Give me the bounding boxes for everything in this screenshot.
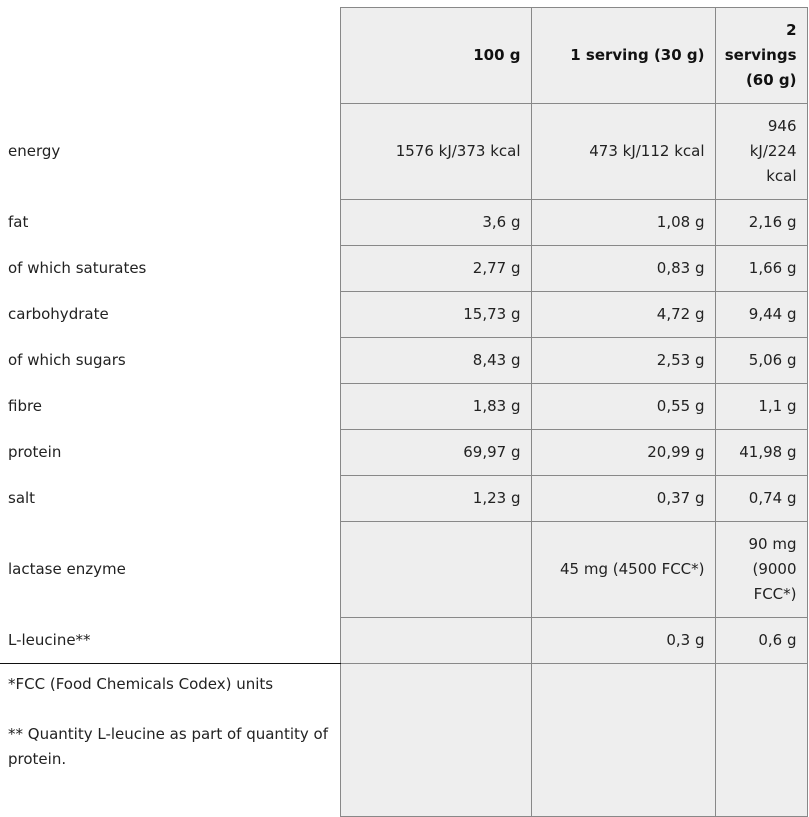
value-2-servings: 9,44 g <box>715 292 807 338</box>
row-label: energy <box>8 142 61 160</box>
value-1-serving: 0,83 g <box>531 246 715 292</box>
value-1-serving: 473 kJ/112 kcal <box>531 104 715 200</box>
row-label: of which sugars <box>8 351 126 369</box>
row-label: carbohydrate <box>8 305 109 323</box>
nutrition-table <box>0 7 808 817</box>
value-100g: 15,73 g <box>340 292 531 338</box>
empty-cell <box>531 664 715 817</box>
value-100g <box>340 618 531 664</box>
value-100g: 3,6 g <box>340 200 531 246</box>
row-label: fat <box>8 213 29 231</box>
table-row <box>0 246 807 292</box>
value-1-serving: 2,53 g <box>531 338 715 384</box>
value-2-servings: 41,98 g <box>715 430 807 476</box>
header-row <box>0 8 807 104</box>
footnotes <box>0 664 340 817</box>
value-1-serving: 4,72 g <box>531 292 715 338</box>
row-label: lactase enzyme <box>8 560 126 578</box>
value-2-servings: 90 mg (9000 FCC*) <box>715 522 807 618</box>
row-label: L-leucine** <box>0 618 340 664</box>
footnote-row <box>0 664 807 817</box>
value-100g: 1,23 g <box>340 476 531 522</box>
footnote-fcc: *FCC (Food Chemicals Codex) units <box>8 675 274 693</box>
footnote-leucine: ** Quantity L-leucine as part of quantity of protein. <box>8 725 328 768</box>
table-row <box>0 430 807 476</box>
value-2-servings: 0,74 g <box>715 476 807 522</box>
value-100g <box>340 522 531 618</box>
value-2-servings: 1,1 g <box>715 384 807 430</box>
table-row <box>0 292 807 338</box>
value-1-serving: 45 mg (4500 FCC*) <box>531 522 715 618</box>
table-row <box>0 618 807 664</box>
value-1-serving: 20,99 g <box>531 430 715 476</box>
value-100g: 8,43 g <box>340 338 531 384</box>
value-1-serving: 0,3 g <box>531 618 715 664</box>
value-100g: 1,83 g <box>340 384 531 430</box>
row-label: protein <box>8 443 62 461</box>
table-row <box>0 522 807 618</box>
table-row <box>0 338 807 384</box>
header-2-servings: 2 servings (60 g) <box>715 8 807 104</box>
value-1-serving: 0,37 g <box>531 476 715 522</box>
value-2-servings: 5,06 g <box>715 338 807 384</box>
table-row <box>0 200 807 246</box>
value-1-serving: 1,08 g <box>531 200 715 246</box>
value-100g: 2,77 g <box>340 246 531 292</box>
value-100g: 1576 kJ/373 kcal <box>340 104 531 200</box>
header-100g: 100 g <box>340 8 531 104</box>
row-label: of which saturates <box>8 259 147 277</box>
empty-cell <box>715 664 807 817</box>
header-1-serving: 1 serving (30 g) <box>531 8 715 104</box>
table-row <box>0 104 807 200</box>
value-100g: 69,97 g <box>340 430 531 476</box>
header-empty <box>0 8 340 104</box>
empty-cell <box>340 664 531 817</box>
row-label: fibre <box>8 397 43 415</box>
value-1-serving: 0,55 g <box>531 384 715 430</box>
table-row <box>0 476 807 522</box>
row-label: salt <box>8 489 36 507</box>
value-2-servings: 946 kJ/224 kcal <box>715 104 807 200</box>
table-row <box>0 384 807 430</box>
value-2-servings: 0,6 g <box>715 618 807 664</box>
value-2-servings: 1,66 g <box>715 246 807 292</box>
value-2-servings: 2,16 g <box>715 200 807 246</box>
